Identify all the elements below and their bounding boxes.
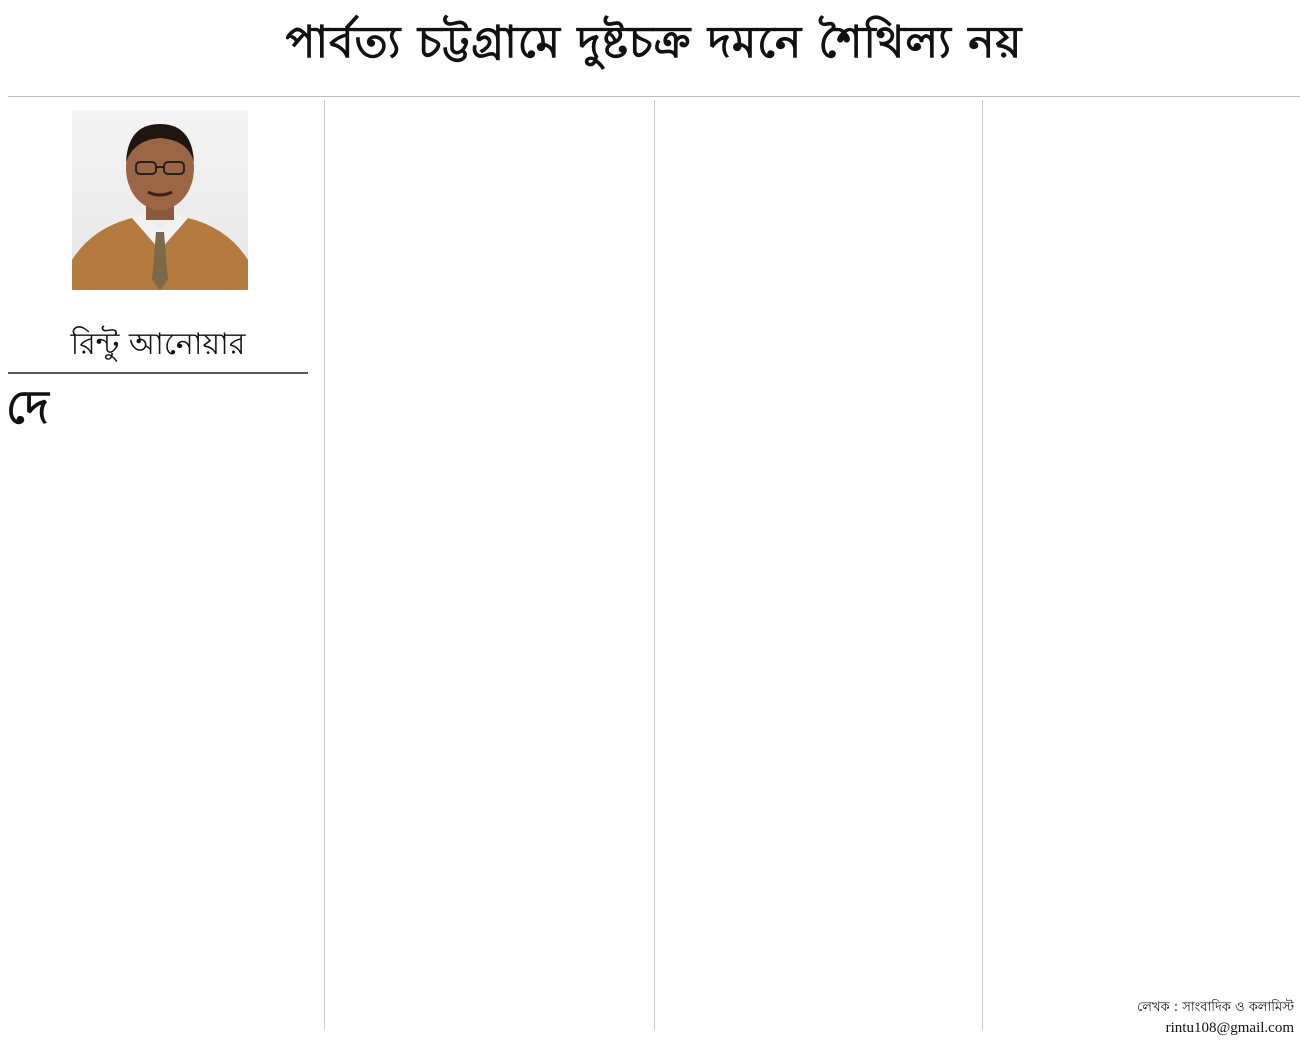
author-role: লেখক : সাংবাদিক ও কলামিস্ট [1137, 1000, 1294, 1015]
article-column-2 [333, 100, 641, 1015]
article-headline: পার্বত্য চট্টগ্রামে দুষ্টচক্র দমনে শৈথিল্য নয় [285, 16, 1023, 68]
author-footer [1137, 998, 1294, 1038]
byline-rule [8, 372, 308, 374]
article-column-4 [991, 100, 1302, 1015]
author-photo [72, 110, 248, 290]
column-divider [982, 100, 983, 1030]
header-rule [8, 96, 1300, 97]
article-column-3 [662, 100, 970, 1015]
article-column-1 [6, 385, 314, 1030]
drop-cap: দে [6, 385, 49, 434]
column-divider [654, 100, 655, 1030]
author-byline: রিন্টু আনোয়ার [70, 327, 246, 362]
author-portrait-icon [72, 110, 248, 290]
author-email: rintu108@gmail.com [1165, 1020, 1294, 1036]
column-divider [324, 100, 325, 1030]
